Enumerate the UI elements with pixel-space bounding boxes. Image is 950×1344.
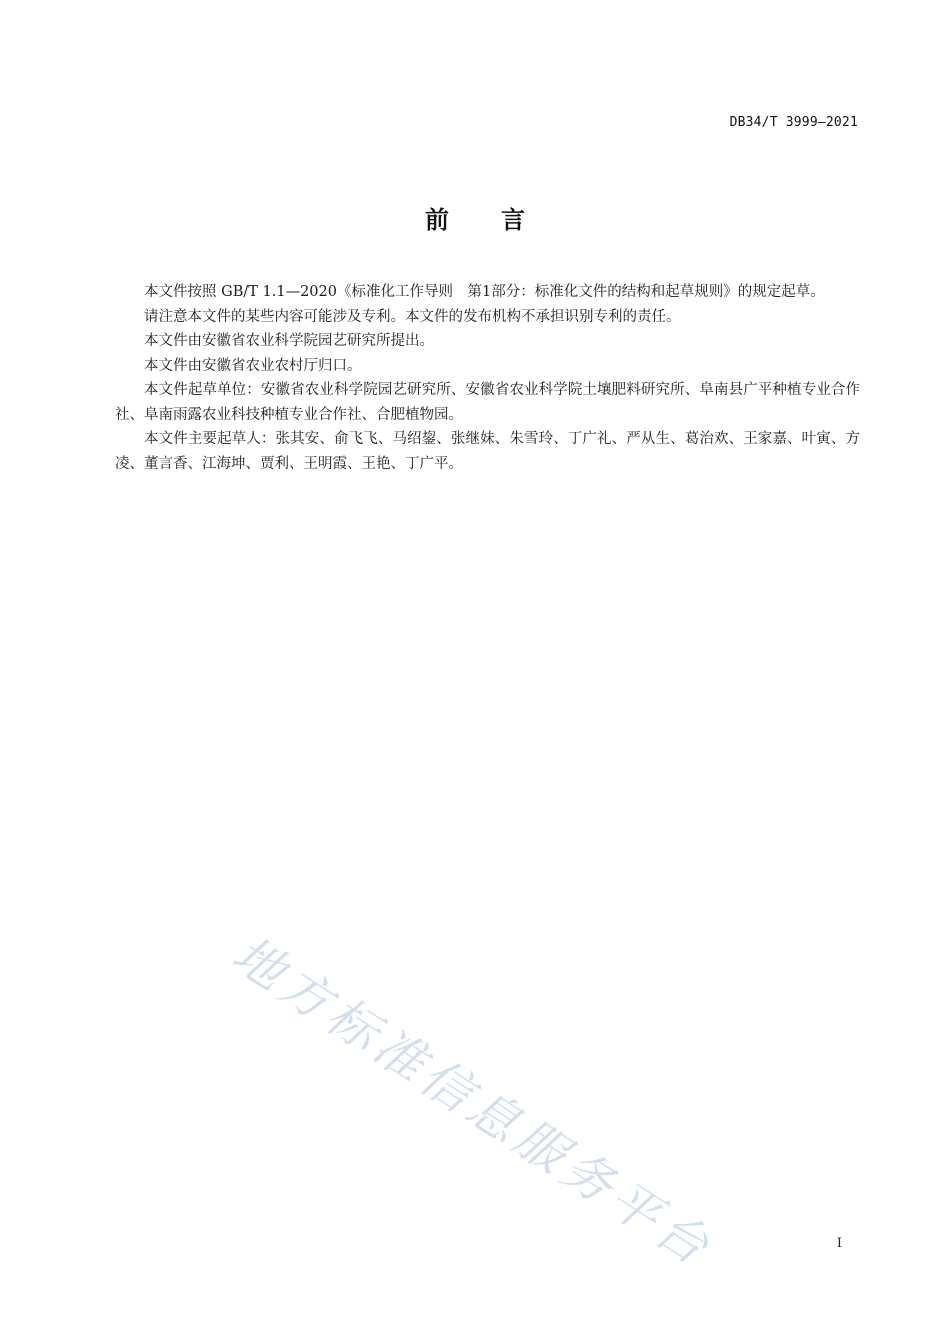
- watermark: 地方标准信息服务平台: [222, 925, 724, 1279]
- page-title: 前言: [425, 206, 577, 234]
- paragraph-patent-notice: 请注意本文件的某些内容可能涉及专利。本文件的发布机构不承担识别专利的责任。: [144, 308, 681, 325]
- paragraph-drafters: 本文件主要起草人：张其安、俞飞飞、马绍鋆、张继妹、朱雪玲、丁广礼、严从生、葛治欢、王家嘉、叶寅、方凌、董言香、江海坤、贾利、王明霞、王艳、丁广平。: [115, 431, 860, 472]
- foreword-body: [115, 280, 860, 476]
- paragraph-administrator: 本文件由安徽省农业农村厅归口。: [144, 357, 362, 374]
- document-code: DB34/T 3999—2021: [729, 115, 858, 130]
- paragraph-drafting-units: 本文件起草单位：安徽省农业科学院园艺研究所、安徽省农业科学院土壤肥料研究所、阜南县广平种植专业合作社、阜南雨露农业科技种植专业合作社、合肥植物园。: [115, 382, 860, 423]
- page-number: I: [836, 1236, 842, 1251]
- paragraph-drafting-rule: 本文件按照 GB/T 1.1—2020《标准化工作导则 第1部分：标准化文件的结构和起草规则》的规定起草。: [144, 284, 825, 300]
- paragraph-proposer: 本文件由安徽省农业科学院园艺研究所提出。: [144, 333, 434, 349]
